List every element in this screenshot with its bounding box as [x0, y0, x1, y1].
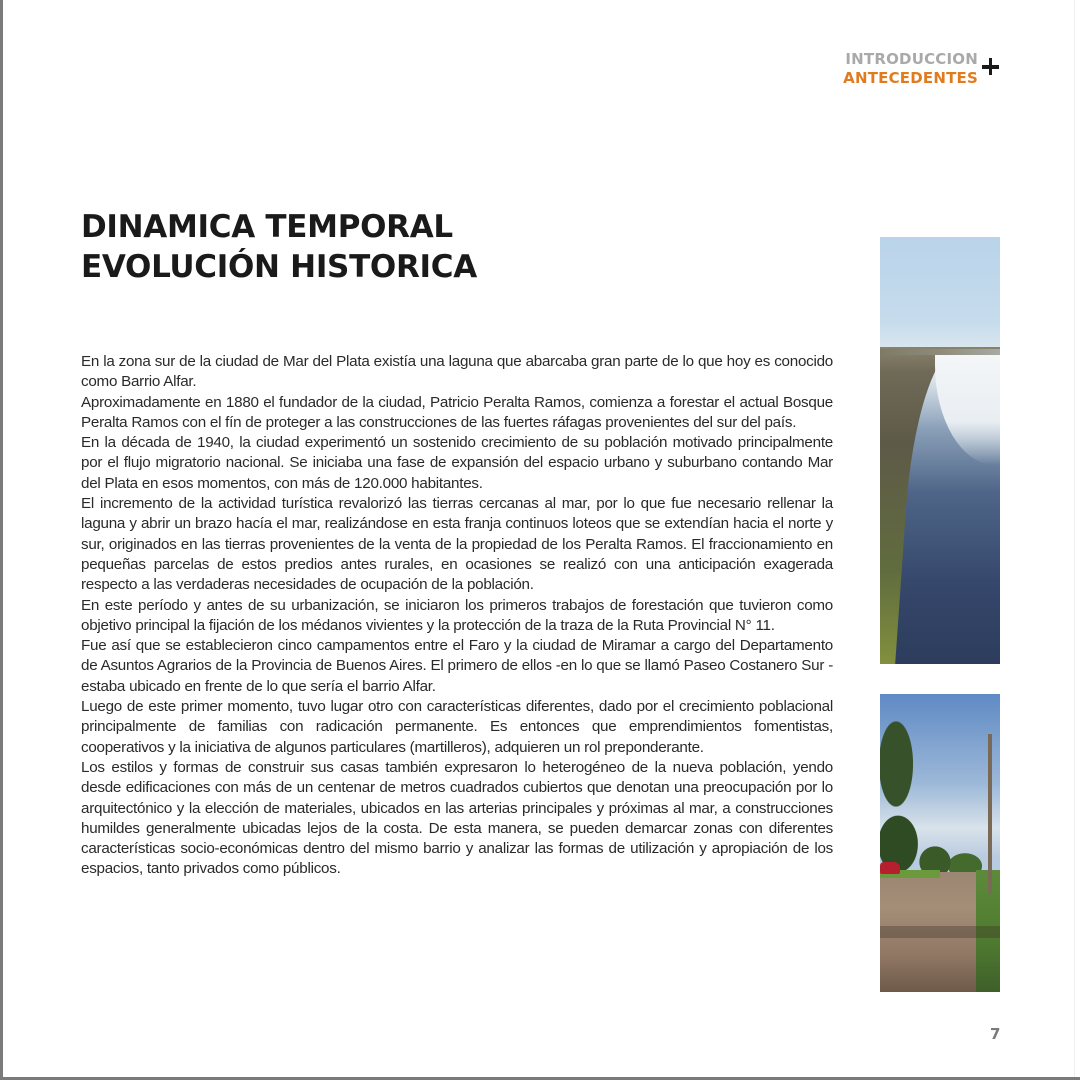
- section-intro-link[interactable]: INTRODUCCION: [845, 50, 978, 68]
- section-nav: [843, 50, 978, 88]
- paragraph: Los estilos y formas de construir sus casas también expresaron lo heterogéneo de la nueva población, yendo desde edificaciones con más de un centenar de metros cuadrados cubiertos que denotan una preocupación por lo arquitectónico y la elección de materiales, ubicados en las arterias principales y próximas al mar, a construcciones humildes generalmente ubicadas lejos de la costa. De esta manera, se pueden demarcar zonas con diferentes características socio-económicas dentro del mismo barrio y analizar las formas de utilización y apropiación de los espacios, tanto privados como públicos.: [81, 758, 833, 878]
- street-photo: [880, 694, 1000, 992]
- paragraph: El incremento de la actividad turística revalorizó las tierras cercanas al mar, por lo que fue necesario rellenar la laguna y abrir un brazo hacía el mar, realizándose en esta franja continuos loteos que se extendían hacia el norte y sur, originados en las tierras provenientes de la venta de la propiedad de los Peralta Ramos. El fraccionamiento en pequeñas parcelas de estos predios antes rurales, en ocasiones se realizó con una anticipación exagerada respecto a las verdaderas necesidades de ocupación de la población.: [81, 495, 833, 594]
- page-number: 7: [990, 1025, 1001, 1043]
- title-line-2: EVOLUCIÓN HISTORICA: [81, 249, 477, 285]
- paragraph: Aproximadamente en 1880 el fundador de la ciudad, Patricio Peralta Ramos, comienza a forestar el actual Bosque Peralta Ramos con el fín de proteger a las construcciones de las fuertes ráfagas provenientes del sur del país.: [81, 393, 833, 431]
- plus-icon: [982, 58, 999, 75]
- horizon-city: [880, 349, 1000, 355]
- red-car: [880, 862, 900, 874]
- paragraph: Fue así que se establecieron cinco campamentos entre el Faro y la ciudad de Miramar a cargo del Departamento de Asuntos Agrarios de la Provincia de Buenos Aires. El primero de ellos -en lo que se llamó Paseo Costanero Sur - estaba ubicado en frente de lo que sería el barrio Alfar.: [81, 637, 833, 695]
- road-shadow: [880, 926, 1000, 938]
- utility-pole: [988, 734, 992, 894]
- paragraph: En la zona sur de la ciudad de Mar del Plata existía una laguna que abarcaba gran parte de lo que hoy es conocido como Barrio Alfar.: [81, 353, 833, 391]
- section-current-link[interactable]: ANTECEDENTES: [843, 69, 978, 87]
- page-title: [81, 207, 477, 287]
- body-text: [81, 352, 833, 880]
- coastal-cliff-photo: [880, 237, 1000, 664]
- paragraph: En este período y antes de su urbanización, se iniciaron los primeros trabajos de forestación que tuvieron como objetivo principal la fijación de los médanos vivientes y la protección de la traza de la Ruta Provincial N° 11.: [81, 596, 833, 634]
- paragraph: En la década de 1940, la ciudad experimentó un sostenido crecimiento de su población motivado principalmente por el flujo migratorio nacional. Se iniciaba una fase de expansión del espacio urbano y suburbano contando Mar del Plata en esos momentos, con más de 120.000 habitantes.: [81, 434, 833, 492]
- paragraph: Luego de este primer momento, tuvo lugar otro con características diferentes, dado por el crecimiento poblacional principalmente de familias con radicación permanente. Es entonces que emprendimientos fomentistas, cooperativos y la iniciativa de algunos particulares (martilleros), adquieren un rol preponderante.: [81, 698, 833, 756]
- pine-tree: [880, 704, 926, 824]
- title-line-1: DINAMICA TEMPORAL: [81, 209, 453, 245]
